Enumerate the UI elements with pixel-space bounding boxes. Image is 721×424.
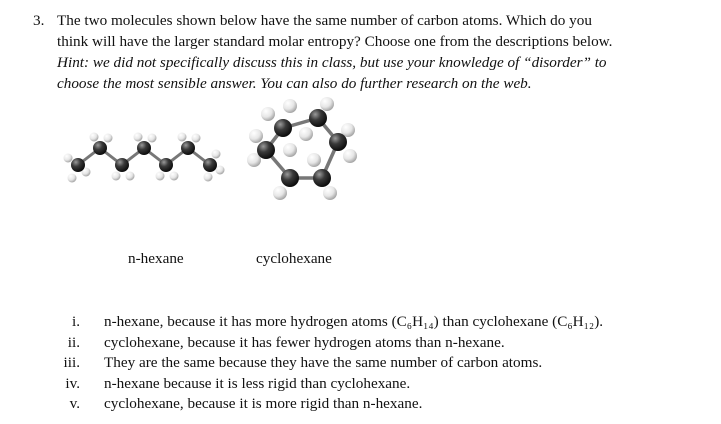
question-text [57,10,697,94]
choice-numeral: i. [71,313,80,330]
question-number: 3. [33,12,45,29]
choice-text: n-hexane because it is less rigid than cyclohexane. [104,374,411,392]
hint-line: Hint: we did not specifically discuss this in class, but use your knowledge of “disorder” to [57,54,607,71]
choice-text: cyclohexane, because it has fewer hydrogen atoms than n-hexane. [104,333,505,351]
n-hexane-model [64,133,225,183]
choice-numeral: iii. [63,354,80,371]
cyclohexane-label: cyclohexane [256,250,332,267]
choice-text: cyclohexane, because it is more rigid than n-hexane. [104,395,423,412]
hint-line: choose the most sensible answer. You can also do further research on the web. [57,75,532,92]
choice-numeral: v. [69,395,80,412]
question-line: think will have the larger standard molar entropy? Choose one from the descriptions below. [57,33,613,50]
answer-choice[interactable] [0,374,721,395]
choice-numeral: ii. [67,333,80,351]
answer-choice[interactable] [0,312,721,333]
question-line: The two molecules shown below have the same number of carbon atoms. Which do you [57,12,592,29]
n-hexane-label: n-hexane [128,250,184,267]
cyclohexane-model [247,97,357,200]
choice-text: They are the same because they have the same number of carbon atoms. [104,354,543,371]
choice-numeral: iv. [65,374,80,392]
answer-choice[interactable] [0,353,721,374]
hydrogen-atoms [247,97,357,200]
answer-choices [0,312,721,415]
carbon-atoms [71,141,217,172]
answer-choice[interactable] [0,394,721,415]
answer-choice[interactable] [0,333,721,354]
hydrogen-atoms [64,133,225,183]
carbon-atoms [257,109,347,187]
choice-text: n-hexane, because it has more hydrogen atoms (C₆H₁₄) than cyclohexane (C₆H₁₂). [104,313,604,330]
